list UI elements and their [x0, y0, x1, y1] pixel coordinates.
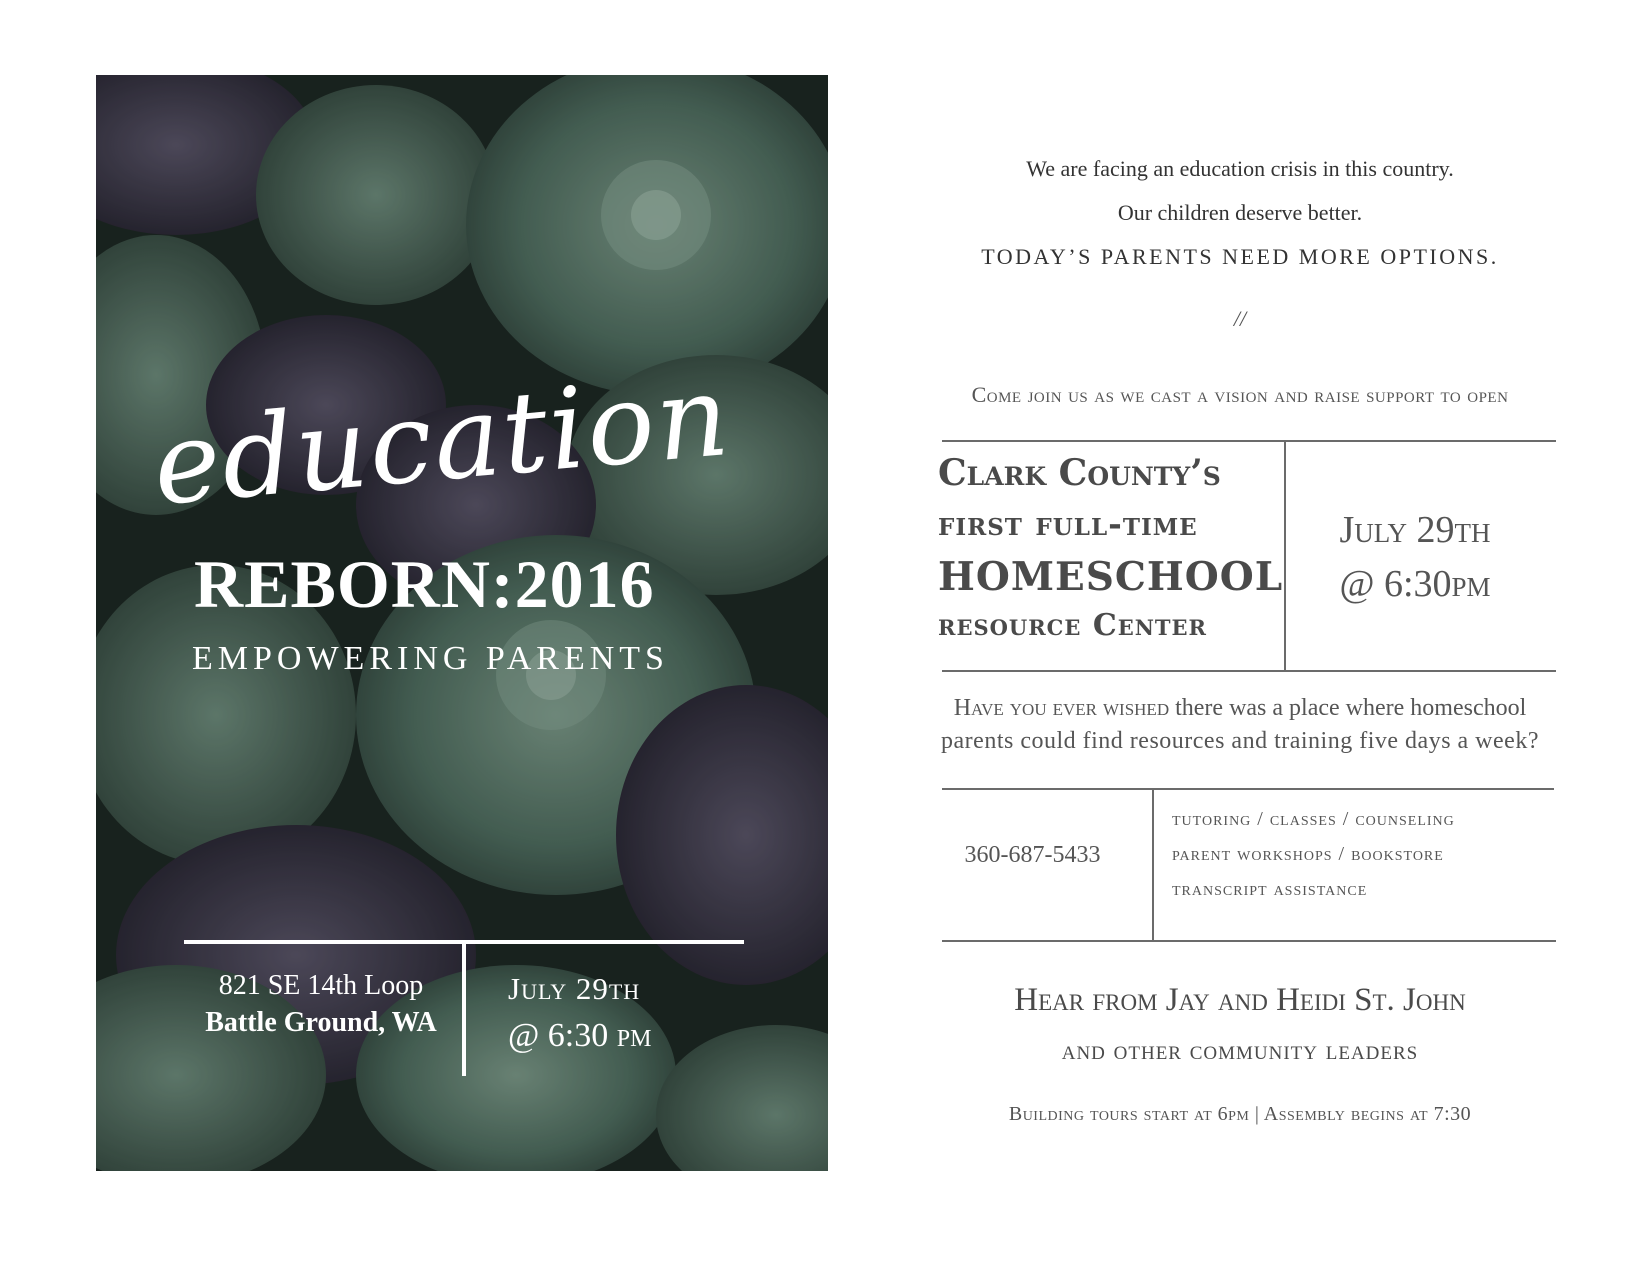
rule-services-bottom [942, 940, 1556, 942]
section-divider: // [1233, 306, 1247, 331]
poster-date: July 29th [508, 971, 641, 1006]
address-street: 821 SE 14th Loop [218, 970, 424, 1001]
question-line-1 [930, 695, 1550, 722]
rule-services-top [942, 788, 1554, 790]
schedule-text: Building tours start at 6pm | Assembly begins at 7:30 [1008, 1103, 1472, 1125]
center-title-line-1: Clark County’s [938, 452, 1221, 494]
intro-line-3: TODAY’S PARENTS NEED MORE OPTIONS. [981, 244, 1499, 269]
intro-line-1: We are facing an education crisis in this country. [1026, 156, 1454, 181]
rule-services-divider [1152, 788, 1154, 942]
services-line-1: tutoring / classes / counseling [1172, 808, 1455, 830]
question-line-2: parents could find resources and training five days a week? [941, 728, 1539, 754]
poster-panel [96, 75, 828, 1171]
question-rest: there was a place where homeschool [1169, 695, 1527, 721]
phone-number: 360-687-5433 [964, 842, 1101, 868]
center-title-line-4: resource Center [938, 608, 1208, 643]
speakers-line-1: Hear from Jay and Heidi St. John [1014, 982, 1466, 1018]
script-title: education [148, 350, 736, 531]
main-title: REBORN:2016 [194, 546, 655, 622]
speakers-line-2: and other community leaders [1061, 1035, 1419, 1065]
services-line-3: transcript assistance [1172, 878, 1368, 900]
center-title-line-2: first full-time [938, 504, 1198, 543]
intro-line-2: Our children deserve better. [1117, 200, 1363, 225]
invite-text: Come join us as we cast a vision and raise support to open [971, 382, 1509, 407]
rule-top [942, 440, 1556, 442]
poster-time: @ 6:30 pm [508, 1017, 652, 1054]
subtitle: EMPOWERING PARENTS [192, 640, 669, 677]
address-city: Battle Ground, WA [205, 1007, 437, 1038]
poster-vertical-rule [462, 944, 466, 1076]
rule-middle [942, 670, 1556, 672]
center-title-line-3: HOMESCHOOL [938, 554, 1284, 600]
question-lead: Have you ever wished [953, 695, 1170, 721]
services-line-2: parent workshops / bookstore [1172, 843, 1444, 865]
event-time: @ 6:30pm [1339, 563, 1491, 605]
event-date: July 29th [1339, 509, 1491, 551]
rule-center-divider [1284, 440, 1286, 672]
